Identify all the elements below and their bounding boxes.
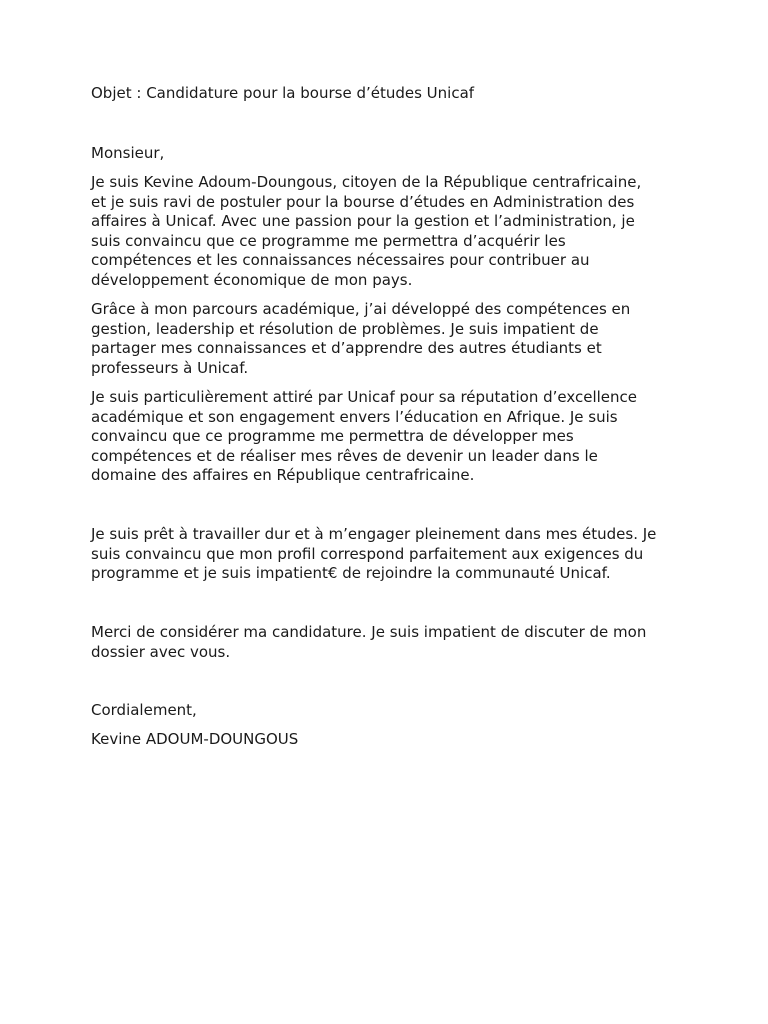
paragraph-3 — [91, 388, 701, 486]
paragraph-line: compétences et de réaliser mes rêves de devenir un leader dans le — [91, 446, 598, 465]
paragraph-line: Grâce à mon parcours académique, j’ai développé des compétences en — [91, 300, 631, 318]
letter-salutation — [91, 144, 701, 164]
salutation-line: Monsieur, — [91, 144, 165, 162]
closing-line: Cordialement, — [91, 701, 197, 719]
paragraph-line: Je suis particulièrement attiré par Unicaf pour sa réputation d’excellence — [91, 388, 638, 406]
paragraph-line: dossier avec vous. — [91, 642, 231, 661]
paragraph-4 — [91, 525, 701, 584]
paragraph-line: gestion, leadership et résolution de problèmes. Je suis impatient de — [91, 319, 599, 338]
paragraph-line: académique et son engagement envers l’éducation en Afrique. Je suis — [91, 407, 618, 426]
letter-subject — [91, 84, 701, 104]
paragraph-2 — [91, 300, 701, 378]
signature-line: Kevine ADOUM-DOUNGOUS — [91, 730, 299, 748]
paragraph-line: suis convaincu que ce programme me permettra d’acquérir les — [91, 231, 566, 250]
paragraph-line: Je suis Kevine Adoum-Doungous, citoyen de la République centrafricaine, — [91, 173, 642, 191]
paragraph-line: domaine des affaires en République centrafricaine. — [91, 466, 475, 485]
paragraph-5 — [91, 623, 701, 662]
paragraph-line: Je suis prêt à travailler dur et à m’engager pleinement dans mes études. Je — [91, 525, 657, 543]
subject-line: Objet : Candidature pour la bourse d’études Unicaf — [91, 84, 475, 102]
paragraph-line: programme et je suis impatient€ de rejoindre la communauté Unicaf. — [91, 564, 611, 583]
letter-closing — [91, 701, 701, 721]
paragraph-line: convaincu que ce programme me permettra de développer mes — [91, 427, 574, 446]
paragraph-line: compétences et les connaissances nécessaires pour contribuer au — [91, 251, 590, 270]
letter-signature — [91, 730, 701, 750]
paragraph-line: affaires à Unicaf. Avec une passion pour la gestion et l’administration, je — [91, 212, 635, 231]
paragraph-1 — [91, 173, 701, 291]
paragraph-line: développement économique de mon pays. — [91, 270, 413, 289]
paragraph-line: professeurs à Unicaf. — [91, 358, 249, 377]
paragraph-line: et je suis ravi de postuler pour la bourse d’études en Administration des — [91, 192, 635, 211]
paragraph-line: suis convaincu que mon profil correspond parfaitement aux exigences du — [91, 544, 644, 563]
paragraph-line: partager mes connaissances et d’apprendre des autres étudiants et — [91, 339, 602, 358]
paragraph-line: Merci de considérer ma candidature. Je suis impatient de discuter de mon — [91, 623, 647, 641]
